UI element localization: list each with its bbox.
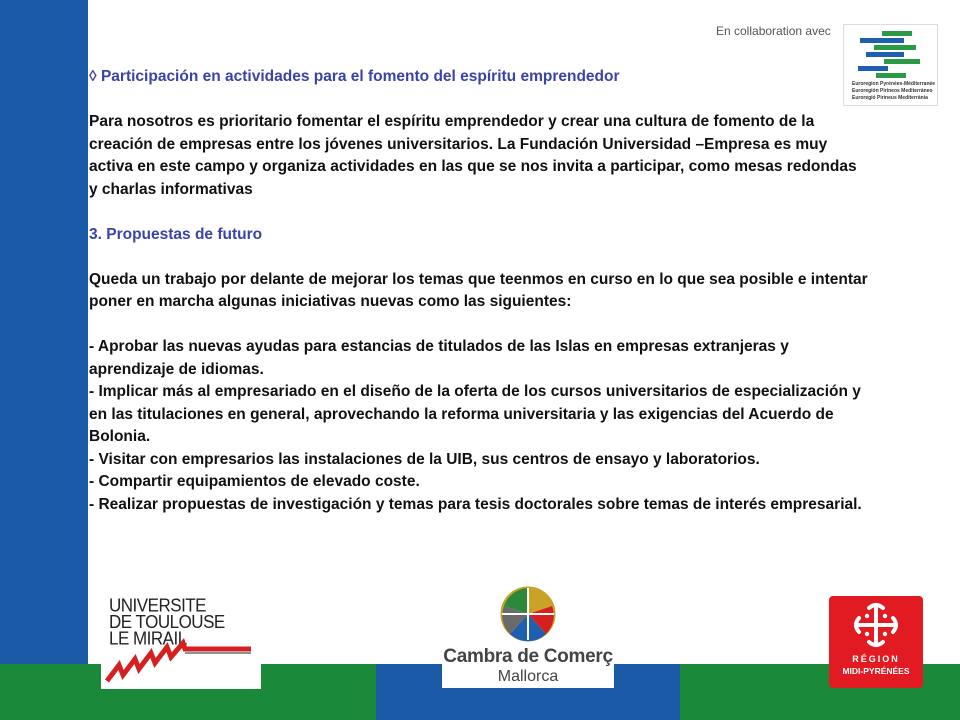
euroregion-caption-2: Euroregión Pirineos Mediterráneo [852,88,933,94]
section-heading: ◊ Participación en actividades para el fomento del espíritu emprendedor [89,68,620,85]
logo-stripe [884,59,920,64]
euroregion-caption-3: Euroregió Pirineus Mediterrània [852,95,928,101]
universite-logo-line-1: UNIVERSITE [109,594,207,616]
logo-stripe [876,73,906,78]
universite-logo-line-2: DE TOULOUSE [109,611,225,633]
cambra-comerc-logo [442,584,614,688]
cambra-name: Cambra de Comerç [443,646,613,667]
spacer [89,246,869,269]
region-name: MIDI-PYRÉNÉES [842,666,910,676]
main-content [89,66,869,516]
list-item: - Implicar más al empresariado en el diseño de la oferta de los cursos universitarios de especialización y en las titulaciones en general, aprovechando la reforma universitaria y las exigencias del Acuerdo de Bolonia. [89,383,861,445]
spacer [89,89,869,112]
occitan-cross-icon [829,596,923,652]
region-midi-pyrenees-logo [829,596,923,688]
universite-logo-line-3: LE MIRAIL [109,627,187,649]
logo-stripe [882,31,912,36]
spacer [89,314,869,337]
universite-toulouse-logo [101,595,261,689]
region-label: RÉGION [852,654,900,664]
logo-stripe [874,45,916,50]
cambra-city: Mallorca [497,668,559,685]
future-proposals-heading: 3. Propuestas de futuro [89,225,263,243]
paragraph-intro-proposals: Queda un trabajo por delante de mejorar los temas que teenmos en curso en lo que sea posible e intentar poner en marcha algunas iniciativas nuevas como las siguientes: [89,270,868,310]
collaboration-text: En collaboration avec [716,24,831,38]
list-item: - Aprobar las nuevas ayudas para estancias de titulados de las Islas en empresas extranjeras y aprendizaje de idiomas. [89,338,789,378]
logo-stripe [866,52,904,57]
list-item: - Realizar propuestas de investigación y temas para tesis doctorales sobre temas de interés empresarial. [89,495,862,513]
left-sidebar-bar [0,0,88,720]
spacer [89,201,869,224]
cambra-globe-icon [442,584,614,646]
list-item: - Visitar con empresarios las instalaciones de la UIB, sus centros de ensayo y laboratorios. [89,450,760,468]
logo-stripe [860,38,904,43]
list-item: - Compartir equipamientos de elevado coste. [89,473,420,490]
paragraph-entrepreneurship: Para nosotros es prioritario fomentar el espíritu emprendedor y crear una cultura de fomento de la creación de empresas entre los jóvenes universitarios. La Fundación Universidad –Empresa es muy activa en este campo y organiza actividades en las que se nos invita a participar, como mesas redondas y charlas informativas [89,113,857,198]
red-zigzag-icon [101,595,261,689]
euroregion-caption-1: Euroregion Pyrénées-Méditerranée [852,81,936,87]
